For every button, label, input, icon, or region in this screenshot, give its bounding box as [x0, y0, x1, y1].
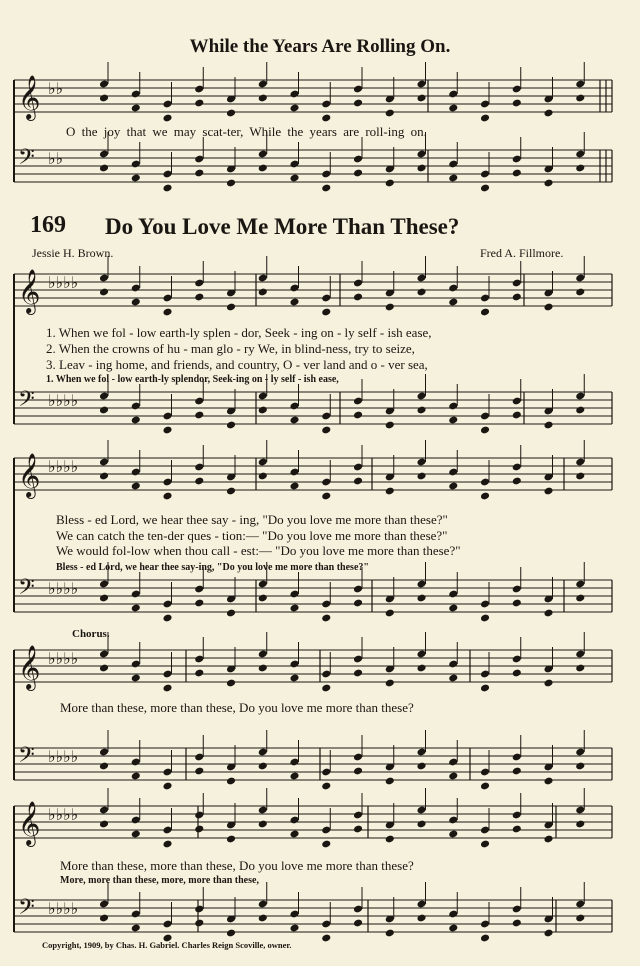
- sys4-bass-staff-note: [385, 929, 395, 938]
- sys2-treble-staff-note: [162, 492, 172, 501]
- sys1-treble-staff-note: [543, 303, 553, 312]
- sys4-bass-staff-note: [289, 924, 299, 933]
- sys1-treble-staff-key-flats-icon: ♭♭♭♭: [48, 273, 79, 292]
- top-treble-staff-note: [226, 109, 236, 118]
- sys1-treble-staff-note: [258, 288, 268, 297]
- sys3-treble-staff-note: [416, 664, 426, 673]
- top-treble-staff-note: [162, 114, 172, 123]
- top-bass-staff-note: [448, 174, 458, 183]
- sys2-treble-staff-note: [512, 477, 522, 486]
- sys3-treble-staff-note: [512, 669, 522, 678]
- sys2-treble-staff-note: [131, 482, 141, 491]
- top-treble-staff-note: [416, 94, 426, 103]
- sys2-treble-staff-note: [226, 487, 236, 496]
- sys3-treble-staff-note: [321, 684, 331, 693]
- sys3-treble-staff-note: [194, 669, 204, 678]
- sys2-treble-staff-note: [99, 472, 109, 481]
- top-bass-staff-note: [416, 164, 426, 173]
- top-bass-staff-note: [385, 179, 395, 188]
- sys1-bass-staff-note: [131, 416, 141, 425]
- sys3-bass-staff-note: [575, 762, 585, 771]
- chorus-line-2: More than these, more than these, Do you love me more than these?: [60, 858, 414, 873]
- sys4-treble-staff-note: [131, 830, 141, 839]
- sys4-bass-staff-note: [480, 934, 490, 943]
- top-treble-staff-note: [512, 99, 522, 108]
- sys4-treble-staff-note: [353, 825, 363, 834]
- top-bass-staff-note: [480, 184, 490, 193]
- sys3-bass-staff-note: [131, 772, 141, 781]
- sys1-treble-staff-note: [321, 308, 331, 317]
- top-treble-staff-note: [321, 114, 331, 123]
- sys4-bass-staff-note: [321, 934, 331, 943]
- sys4-bass-staff-note: [353, 919, 363, 928]
- sys1-treble-staff-note: [131, 298, 141, 307]
- top-treble-staff-note: [258, 94, 268, 103]
- sys1-bass-staff-note: [512, 411, 522, 420]
- hymn-title: Do You Love Me More Than These?: [105, 214, 460, 239]
- top-bass-staff-note: [289, 174, 299, 183]
- sys2-bass-staff-note: [194, 599, 204, 608]
- sys2-treble-staff-note: [194, 477, 204, 486]
- sys2-treble-staff-note: [258, 472, 268, 481]
- sys3-bass-staff-note: [448, 772, 458, 781]
- alto-line-1: 1. When we fol - low earth-ly splendor, Seek-ing on - ly self - ish ease,: [46, 374, 339, 385]
- sys3-treble-staff-note: [99, 664, 109, 673]
- sys1-treble-staff-note: [226, 303, 236, 312]
- sys1-bass-staff-note: [321, 426, 331, 435]
- sys3-treble-staff-note: [385, 679, 395, 688]
- sys2-treble-staff-note: [448, 482, 458, 491]
- sys4-treble-staff-note: [194, 825, 204, 834]
- verse-1-line-2: Bless - ed Lord, we hear thee say - ing, "Do you love me more than these?": [56, 512, 448, 527]
- sys1-bass-staff-note: [575, 406, 585, 415]
- sys2-treble-staff-note: [321, 492, 331, 501]
- sys1-bass-staff-note: [543, 421, 553, 430]
- sys1-bass-staff-note: [448, 416, 458, 425]
- sys4-treble-staff-note: [543, 835, 553, 844]
- sys4-treble-staff-note: [385, 835, 395, 844]
- verse-3-line-2: We would fol-low when thou call - est:— "Do you love me more than these?": [56, 543, 461, 558]
- sys1-treble-staff-note: [162, 308, 172, 317]
- sys2-treble-staff-note: [416, 472, 426, 481]
- top-treble-staff-note: [353, 99, 363, 108]
- top-treble-staff-clef-icon: 𝄞: [18, 75, 41, 119]
- sys2-bass-staff-key-flats-icon: ♭♭♭♭: [48, 579, 79, 598]
- copyright-notice: Copyright, 1909, by Chas. H. Gabriel. Charles Reign Scoville, owner.: [42, 940, 292, 950]
- sys1-bass-staff-note: [258, 406, 268, 415]
- sys2-bass-staff-note: [162, 614, 172, 623]
- sys1-bass-staff-note: [99, 406, 109, 415]
- sys2-treble-staff-note: [289, 482, 299, 491]
- sys3-bass-staff-note: [162, 782, 172, 791]
- top-bass-staff-note: [194, 169, 204, 178]
- top-treble-staff-note: [575, 94, 585, 103]
- sys1-bass-staff-note: [480, 426, 490, 435]
- sys4-bass-staff-note: [512, 919, 522, 928]
- sys4-treble-staff-note: [448, 830, 458, 839]
- sys2-bass-staff-note: [289, 604, 299, 613]
- sys4-treble-staff-note: [416, 820, 426, 829]
- top-bass-staff-note: [543, 179, 553, 188]
- sys3-bass-staff-note: [226, 777, 236, 786]
- sys4-bass-staff-note: [194, 919, 204, 928]
- sys3-treble-staff-note: [258, 664, 268, 673]
- sys2-treble-staff-note: [543, 487, 553, 496]
- composer-credit: Fred A. Fillmore.: [480, 246, 564, 260]
- sys3-treble-staff-note: [289, 674, 299, 683]
- sys4-bass-staff-note: [575, 914, 585, 923]
- sys2-bass-staff-note: [99, 594, 109, 603]
- sys4-bass-staff-note: [99, 914, 109, 923]
- sys2-bass-staff-note: [385, 609, 395, 618]
- sys1-bass-staff-note: [353, 411, 363, 420]
- sys4-treble-staff-note: [321, 840, 331, 849]
- sys2-treble-staff-key-flats-icon: ♭♭♭♭: [48, 457, 79, 476]
- sys4-bass-staff-note: [416, 914, 426, 923]
- sys2-bass-staff-note: [353, 599, 363, 608]
- top-treble-staff-note: [289, 104, 299, 113]
- sys4-treble-staff-note: [480, 840, 490, 849]
- sys2-bass-staff-note: [480, 614, 490, 623]
- sys2-bass-staff-note: [543, 609, 553, 618]
- top-bass-staff-note: [353, 169, 363, 178]
- sys3-bass-staff-note: [543, 777, 553, 786]
- top-treble-staff-note: [480, 114, 490, 123]
- sys4-bass-staff-note: [448, 924, 458, 933]
- sys1-treble-staff-note: [289, 298, 299, 307]
- sys3-bass-staff-note: [353, 767, 363, 776]
- sys3-treble-staff-note: [131, 674, 141, 683]
- sys3-bass-staff-note: [385, 777, 395, 786]
- top-bass-staff-note: [226, 179, 236, 188]
- sys2-bass-staff-clef-icon: 𝄢: [18, 575, 35, 605]
- sys4-treble-staff-note: [99, 820, 109, 829]
- sys2-bass-staff-note: [575, 594, 585, 603]
- sys3-treble-staff-note: [480, 684, 490, 693]
- sys1-treble-staff-note: [512, 293, 522, 302]
- sys2-treble-staff-note: [353, 477, 363, 486]
- sys2-treble-staff-note: [385, 487, 395, 496]
- sys3-bass-staff-note: [480, 782, 490, 791]
- sys4-treble-staff-clef-icon: 𝄞: [18, 801, 41, 845]
- sys1-bass-staff-clef-icon: 𝄢: [18, 387, 35, 417]
- sys3-treble-staff-note: [226, 679, 236, 688]
- sys1-treble-staff-note: [353, 293, 363, 302]
- top-hymn-title: While the Years Are Rolling On.: [189, 36, 451, 57]
- sys3-treble-staff-note: [353, 669, 363, 678]
- sys3-bass-staff-note: [258, 762, 268, 771]
- alto-line-2: Bless - ed Lord, we hear thee say-ing, "Do you love me more than these?": [56, 562, 369, 573]
- chorus-alto-line: More, more than these, more, more than these,: [60, 875, 259, 886]
- sys2-bass-staff-note: [131, 604, 141, 613]
- sys4-treble-staff-note: [575, 820, 585, 829]
- top-treble-staff-note: [543, 109, 553, 118]
- sys1-treble-staff-note: [480, 308, 490, 317]
- sys3-bass-staff-note: [289, 772, 299, 781]
- sys2-treble-staff-note: [575, 472, 585, 481]
- sys1-bass-staff-note: [385, 421, 395, 430]
- top-bass-staff-note: [575, 164, 585, 173]
- top-treble-staff-note: [448, 104, 458, 113]
- sys1-bass-staff-note: [194, 411, 204, 420]
- top-bass-staff-key-flats-icon: ♭♭: [48, 149, 64, 168]
- sys1-bass-staff-key-flats-icon: ♭♭♭♭: [48, 391, 79, 410]
- sys2-treble-staff-clef-icon: 𝄞: [18, 453, 41, 497]
- top-hymn-lyric: O the joy that we may scat-ter, While the years are roll-ing on.: [66, 124, 427, 139]
- sys1-treble-staff-note: [416, 288, 426, 297]
- sys4-treble-staff-note: [289, 830, 299, 839]
- sys3-bass-staff-clef-icon: 𝄢: [18, 743, 35, 773]
- sys1-bass-staff-note: [416, 406, 426, 415]
- sys3-treble-staff-note: [575, 664, 585, 673]
- sys2-bass-staff-note: [321, 614, 331, 623]
- sys3-treble-staff-note: [448, 674, 458, 683]
- sys2-bass-staff-note: [226, 609, 236, 618]
- sys1-bass-staff-note: [226, 421, 236, 430]
- sys4-treble-staff-note: [258, 820, 268, 829]
- verse-3-line-1: 3. Leav - ing home, and friends, and country, O - ver land and o - ver sea,: [46, 357, 428, 372]
- sys3-bass-staff-note: [194, 767, 204, 776]
- chorus-label: Chorus.: [72, 628, 110, 640]
- sys2-bass-staff-note: [512, 599, 522, 608]
- sys4-treble-staff-note: [226, 835, 236, 844]
- sys3-bass-staff-note: [416, 762, 426, 771]
- author-credit: Jessie H. Brown.: [32, 246, 114, 260]
- sys4-treble-staff-note: [162, 840, 172, 849]
- sys4-bass-staff-note: [226, 929, 236, 938]
- top-bass-staff-note: [162, 184, 172, 193]
- sys4-treble-staff-note: [512, 825, 522, 834]
- sys1-treble-staff-note: [448, 298, 458, 307]
- sys2-treble-staff-note: [480, 492, 490, 501]
- sys2-bass-staff-note: [448, 604, 458, 613]
- sys1-treble-staff-note: [99, 288, 109, 297]
- sys1-treble-staff-note: [575, 288, 585, 297]
- sys4-treble-staff-key-flats-icon: ♭♭♭♭: [48, 805, 79, 824]
- top-treble-staff-note: [194, 99, 204, 108]
- top-treble-staff-note: [99, 94, 109, 103]
- hymn-number: 169: [30, 212, 66, 238]
- top-treble-staff-note: [385, 109, 395, 118]
- sys3-bass-staff-note: [512, 767, 522, 776]
- top-bass-staff-clef-icon: 𝄢: [18, 145, 35, 175]
- sys4-bass-staff-note: [258, 914, 268, 923]
- verse-1-line-1: 1. When we fol - low earth-ly splen - dor, Seek - ing on - ly self - ish ease,: [46, 325, 432, 340]
- sys1-treble-staff-note: [385, 303, 395, 312]
- sys3-treble-staff-key-flats-icon: ♭♭♭♭: [48, 649, 79, 668]
- sys4-bass-staff-clef-icon: 𝄢: [18, 895, 35, 925]
- sys1-bass-staff-note: [162, 426, 172, 435]
- top-bass-staff-note: [512, 169, 522, 178]
- sys3-bass-staff-key-flats-icon: ♭♭♭♭: [48, 747, 79, 766]
- sys4-bass-staff-key-flats-icon: ♭♭♭♭: [48, 899, 79, 918]
- top-treble-staff-note: [131, 104, 141, 113]
- top-bass-staff-note: [99, 164, 109, 173]
- sys1-treble-staff-note: [194, 293, 204, 302]
- sys4-bass-staff-note: [131, 924, 141, 933]
- sys4-bass-staff-note: [543, 929, 553, 938]
- sys2-bass-staff-note: [416, 594, 426, 603]
- sys3-treble-staff-clef-icon: 𝄞: [18, 645, 41, 689]
- top-bass-staff-note: [321, 184, 331, 193]
- sys2-bass-staff-note: [258, 594, 268, 603]
- verse-2-line-1: 2. When the crowns of hu - man glo - ry We, in blind-ness, try to seize,: [46, 341, 415, 356]
- sys3-treble-staff-note: [162, 684, 172, 693]
- sys3-treble-staff-note: [543, 679, 553, 688]
- sys1-treble-staff-clef-icon: 𝄞: [18, 269, 41, 313]
- chorus-line-1: More than these, more than these, Do you love me more than these?: [60, 700, 414, 715]
- top-treble-staff-key-flats-icon: ♭♭: [48, 79, 64, 98]
- sys1-bass-staff-note: [289, 416, 299, 425]
- sys3-bass-staff-note: [321, 782, 331, 791]
- top-bass-staff-note: [258, 164, 268, 173]
- verse-2-line-2: We can catch the ten-der ques - tion:— "Do you love me more than these?": [56, 528, 448, 543]
- sys3-bass-staff-note: [99, 762, 109, 771]
- top-bass-staff-note: [131, 174, 141, 183]
